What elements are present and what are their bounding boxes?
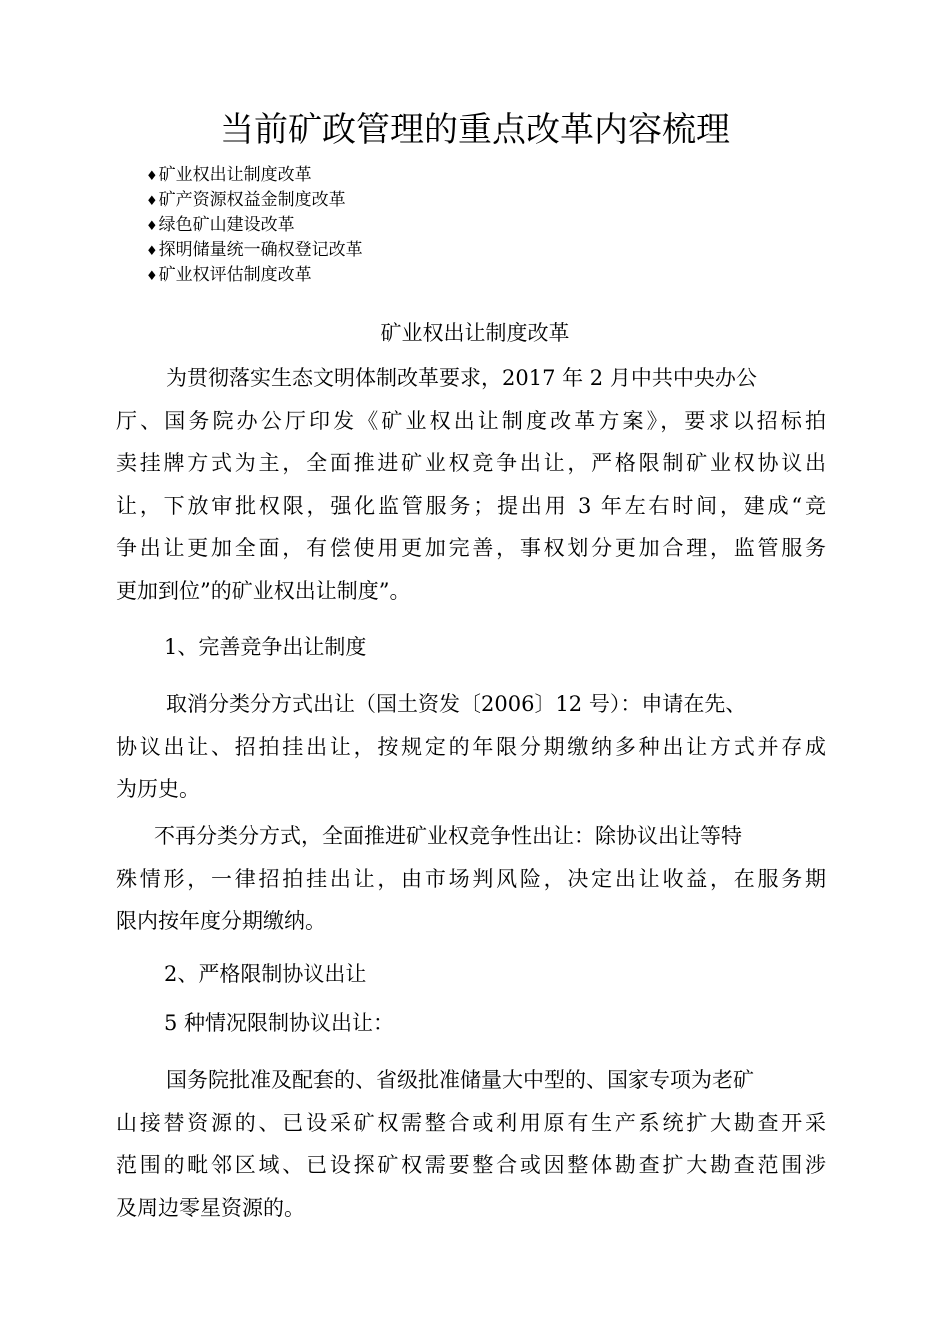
toc-item (146, 163, 363, 188)
paragraph-line: 争出让更加全面，有偿使用更加完善，事权划分更加合理，监管服务 (116, 536, 826, 560)
subheading-competitive-transfer: 1、完善竞争出让制度 (164, 635, 367, 659)
subheading-restrict-agreement: 2、严格限制协议出让 (164, 962, 367, 986)
document-title: 当前矿政管理的重点改革内容梳理 (220, 110, 730, 150)
toc-item (146, 188, 363, 213)
paragraph-line: 协议出让、招拍挂出让，按规定的年限分期缴纳多种出让方式并存成 (116, 734, 826, 759)
paragraph-line: 范围的毗邻区域、已设探矿权需要整合或因整体勘查扩大勘查范围涉 (116, 1153, 826, 1177)
cancel-classification-paragraph (116, 683, 826, 811)
diamond-bullet-icon: ♦ (146, 219, 158, 234)
toc-item-label: 绿色矿山建设改革 (158, 215, 295, 235)
paragraph-line: 及周边零星资源的。 (116, 1195, 305, 1220)
paragraph-line: 山接替资源的、已设采矿权需整合或利用原有生产系统扩大勘查开采 (116, 1110, 826, 1135)
toc-item (146, 238, 363, 263)
toc-item (146, 263, 363, 288)
intro-paragraph (116, 357, 826, 612)
paragraph-line: 更加到位”的矿业权出让制度”。 (116, 578, 411, 603)
toc-item-label: 矿产资源权益金制度改革 (158, 190, 346, 210)
paragraph-line: 为贯彻落实生态文明体制改革要求，2017 年 2 月中共中央办公 (166, 366, 757, 390)
toc-item (146, 213, 363, 238)
paragraph-line: 厅、国务院办公厅印发《矿业权出让制度改革方案》，要求以招标拍 (116, 408, 826, 433)
diamond-bullet-icon: ♦ (146, 244, 158, 259)
paragraph-line: 让，下放审批权限，强化监管服务；提出用 3 年左右时间，建成“竞 (116, 493, 826, 518)
diamond-bullet-icon: ♦ (146, 169, 158, 184)
paragraph-line: 国务院批准及配套的、省级批准储量大中型的、国家专项为老矿 (166, 1068, 754, 1092)
diamond-bullet-icon: ♦ (146, 269, 158, 284)
paragraph-line: 殊情形，一律招拍挂出让，由市场判风险，决定出让收益，在服务期 (116, 866, 826, 891)
paragraph-line: 取消分类分方式出让（国土资发〔2006〕12 号）：申请在先、 (166, 692, 747, 716)
toc-item-label: 矿业权评估制度改革 (158, 265, 312, 285)
toc-item-label: 矿业权出让制度改革 (158, 165, 312, 185)
paragraph-line: 卖挂牌方式为主，全面推进矿业权竞争出让，严格限制矿业权协议出 (116, 451, 826, 475)
section-title: 矿业权出让制度改革 (380, 321, 570, 345)
diamond-bullet-icon: ♦ (146, 194, 158, 209)
toc-item-label: 探明储量统一确权登记改革 (158, 240, 363, 260)
restricted-cases-paragraph (116, 1059, 826, 1229)
paragraph-line: 不再分类分方式，全面推进矿业权竞争性出让：除协议出让等特 (154, 824, 742, 848)
competitive-transfer-paragraph (116, 815, 826, 943)
five-cases-label: 5 种情况限制协议出让： (164, 1011, 395, 1035)
paragraph-line: 限内按年度分期缴纳。 (116, 909, 326, 933)
paragraph-line: 为历史。 (116, 777, 200, 801)
table-of-contents (146, 163, 363, 288)
